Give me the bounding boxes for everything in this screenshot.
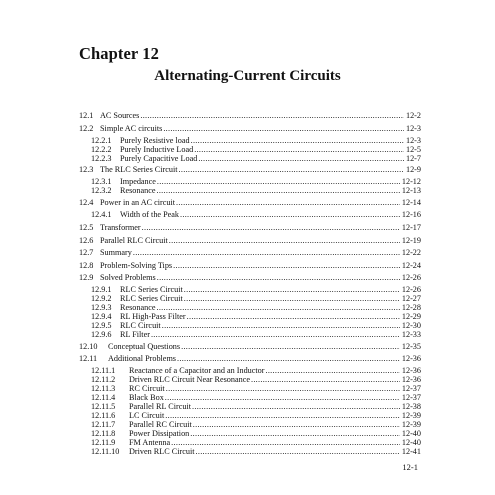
- toc-leader-dots: [193, 420, 400, 429]
- toc-entry[interactable]: [91, 186, 421, 195]
- toc-entry-label: Simple AC circuits: [100, 124, 163, 133]
- toc-entry[interactable]: [91, 303, 421, 312]
- toc-entry-label: Conceptual Questions: [108, 342, 181, 351]
- chapter-title: Alternating-Current Circuits: [154, 68, 341, 84]
- toc-entry-label: RLC Circuit: [120, 321, 161, 330]
- toc-entry-label: Resonance: [120, 186, 156, 195]
- toc-entry-number: 12.3: [79, 165, 94, 174]
- toc-entry-page: 12-5: [405, 145, 421, 154]
- toc-entry-page: 12-26: [401, 285, 421, 294]
- toc-entry-page: 12-12: [401, 177, 421, 186]
- toc-entry[interactable]: [91, 384, 421, 393]
- toc-entry-page: 12-14: [401, 198, 421, 207]
- toc-entry[interactable]: [91, 210, 421, 219]
- toc-entry-number: 12.11.7: [91, 420, 116, 429]
- toc-entry-number: 12.8: [79, 261, 94, 270]
- toc-entry-page: 12-16: [401, 210, 421, 219]
- toc-leader-dots: [180, 210, 400, 219]
- toc-entry-page: 12-40: [401, 438, 421, 447]
- toc-entry-number: 12.3.1: [91, 177, 112, 186]
- toc-leader-dots: [157, 273, 400, 282]
- toc-entry-number: 12.2.2: [91, 145, 112, 154]
- toc-entry-page: 12-3: [405, 124, 421, 133]
- toc-entry-page: 12-27: [401, 294, 421, 303]
- toc-leader-dots: [196, 447, 400, 456]
- toc-entry-page: 12-9: [405, 165, 421, 174]
- toc-entry-label: Resonance: [120, 303, 156, 312]
- toc-entry-number: 12.11.2: [91, 375, 116, 384]
- toc-entry-page: 12-36: [401, 366, 421, 375]
- toc-entry-number: 12.11.6: [91, 411, 116, 420]
- toc-entry-number: 12.6: [79, 236, 94, 245]
- toc-entry[interactable]: [79, 248, 421, 257]
- toc-entry[interactable]: [91, 136, 421, 145]
- toc-leader-dots: [251, 375, 400, 384]
- toc-entry[interactable]: [91, 438, 421, 447]
- toc-entry-number: 12.11.1: [91, 366, 116, 375]
- toc-leader-dots: [179, 165, 404, 174]
- toc-entry[interactable]: [91, 429, 421, 438]
- toc-entry-number: 12.4.1: [91, 210, 112, 219]
- toc-entry[interactable]: [79, 165, 421, 174]
- toc-leader-dots: [171, 438, 400, 447]
- toc-entry[interactable]: [79, 273, 421, 282]
- toc-entry-number: 12.11.3: [91, 384, 116, 393]
- toc-entry-number: 12.9.1: [91, 285, 112, 294]
- toc-entry[interactable]: [91, 294, 421, 303]
- toc-entry-page: 12-36: [401, 375, 421, 384]
- toc-leader-dots: [176, 198, 400, 207]
- toc-entry[interactable]: [91, 420, 421, 429]
- page-number: 12-1: [402, 462, 418, 472]
- toc-entry[interactable]: [91, 154, 421, 163]
- toc-entry-number: 12.10: [79, 342, 98, 351]
- toc-entry-label: Black Box: [129, 393, 164, 402]
- toc-entry-label: Purely Capacitive Load: [120, 154, 198, 163]
- toc-leader-dots: [190, 429, 400, 438]
- toc-entry-label: Parallel RC Circuit: [129, 420, 192, 429]
- toc-leader-dots: [181, 342, 400, 351]
- toc-leader-dots: [265, 366, 399, 375]
- toc-entry[interactable]: [91, 393, 421, 402]
- toc-leader-dots: [194, 145, 404, 154]
- toc-entry[interactable]: [79, 261, 421, 270]
- toc-entry-page: 12-19: [401, 236, 421, 245]
- toc-entry-number: 12.9: [79, 273, 94, 282]
- toc-leader-dots: [140, 111, 404, 120]
- toc-entry-label: The RLC Series Circuit: [100, 165, 178, 174]
- toc-leader-dots: [187, 312, 400, 321]
- toc-entry-label: Additional Problems: [108, 354, 176, 363]
- toc-leader-dots: [156, 186, 399, 195]
- toc-entry-page: 12-29: [401, 312, 421, 321]
- toc-entry[interactable]: [91, 321, 421, 330]
- toc-entry-number: 12.11.8: [91, 429, 116, 438]
- toc-leader-dots: [165, 411, 400, 420]
- toc-entry[interactable]: [79, 124, 421, 133]
- toc-entry-label: Impedance: [120, 177, 156, 186]
- toc-entry-label: Width of the Peak: [120, 210, 180, 219]
- toc-entry-label: RLC Series Circuit: [120, 294, 183, 303]
- toc-entry-page: 12-39: [401, 411, 421, 420]
- toc-entry-label: Purely Inductive Load: [120, 145, 194, 154]
- toc-entry-page: 12-37: [401, 393, 421, 402]
- toc-entry-page: 12-36: [401, 354, 421, 363]
- toc-entry-page: 12-2: [405, 111, 421, 120]
- toc-entry-label: Problem-Solving Tips: [100, 261, 173, 270]
- toc-entry-number: 12.9.3: [91, 303, 112, 312]
- toc-entry-number: 12.11.10: [91, 447, 120, 456]
- toc-entry-label: Power in an AC circuit: [100, 198, 176, 207]
- toc-entry-page: 12-30: [401, 321, 421, 330]
- toc-entry-label: Purely Resistive load: [120, 136, 190, 145]
- toc-entry-page: 12-26: [401, 273, 421, 282]
- toc-leader-dots: [133, 248, 400, 257]
- toc-entry-label: Parallel RLC Circuit: [100, 236, 168, 245]
- toc-entry-page: 12-13: [401, 186, 421, 195]
- toc-entry-number: 12.2.3: [91, 154, 112, 163]
- toc-entry-label: RLC Series Circuit: [120, 285, 183, 294]
- toc-entry-page: 12-37: [401, 384, 421, 393]
- toc-entry-page: 12-7: [405, 154, 421, 163]
- toc-entry-page: 12-3: [405, 136, 421, 145]
- toc-entry[interactable]: [91, 285, 421, 294]
- toc-entry-label: Driven RLC Circuit Near Resonance: [129, 375, 250, 384]
- toc-entry-number: 12.9.5: [91, 321, 112, 330]
- chapter-heading: Chapter 12: [79, 44, 159, 63]
- toc-entry-label: RL High-Pass Filter: [120, 312, 186, 321]
- toc-entry-label: Transformer: [100, 223, 141, 232]
- toc-leader-dots: [165, 393, 400, 402]
- toc-entry-number: 12.11.4: [91, 393, 116, 402]
- toc-entry[interactable]: [91, 366, 421, 375]
- toc-entry-number: 12.3.2: [91, 186, 112, 195]
- toc-entry-page: 12-17: [401, 223, 421, 232]
- toc-leader-dots: [191, 136, 404, 145]
- toc-leader-dots: [163, 124, 404, 133]
- toc-leader-dots: [156, 303, 399, 312]
- toc-leader-dots: [166, 384, 400, 393]
- toc-entry-label: Driven RLC Circuit: [129, 447, 195, 456]
- toc-entry-label: Reactance of a Capacitor and an Inductor: [129, 366, 265, 375]
- toc-leader-dots: [177, 354, 400, 363]
- toc-entry-label: RC Circuit: [129, 384, 165, 393]
- toc-entry-page: 12-33: [401, 330, 421, 339]
- toc-entry-number: 12.11.5: [91, 402, 116, 411]
- toc-entry[interactable]: [91, 330, 421, 339]
- toc-leader-dots: [151, 330, 400, 339]
- toc-entry[interactable]: [91, 411, 421, 420]
- toc-leader-dots: [173, 261, 400, 270]
- toc-entry-label: Summary: [100, 248, 132, 257]
- toc-entry[interactable]: [91, 375, 421, 384]
- toc-entry[interactable]: [79, 342, 421, 351]
- toc-entry[interactable]: [91, 447, 421, 456]
- toc-entry[interactable]: [79, 223, 421, 232]
- toc-entry[interactable]: [79, 198, 421, 207]
- toc-entry-number: 12.1: [79, 111, 94, 120]
- toc-entry-number: 12.9.6: [91, 330, 112, 339]
- toc-entry-page: 12-38: [401, 402, 421, 411]
- toc-entry-number: 12.2: [79, 124, 94, 133]
- toc-leader-dots: [162, 321, 400, 330]
- toc-entry[interactable]: [91, 402, 421, 411]
- toc-entry-number: 12.5: [79, 223, 94, 232]
- toc-leader-dots: [157, 177, 400, 186]
- toc-entry[interactable]: [79, 236, 421, 245]
- toc-entry-number: 12.9.4: [91, 312, 112, 321]
- toc-entry-number: 12.9.2: [91, 294, 112, 303]
- toc-entry-page: 12-41: [401, 447, 421, 456]
- toc-entry[interactable]: [91, 145, 421, 154]
- toc-entry-label: AC Sources: [100, 111, 140, 120]
- toc-entry-label: FM Antenna: [129, 438, 171, 447]
- toc-entry-number: 12.7: [79, 248, 94, 257]
- toc-leader-dots: [198, 154, 404, 163]
- toc-entry-page: 12-39: [401, 420, 421, 429]
- toc-entry-number: 12.11: [79, 354, 98, 363]
- toc-entry-label: RL Filter: [120, 330, 150, 339]
- toc-leader-dots: [142, 223, 400, 232]
- toc-entry-page: 12-22: [401, 248, 421, 257]
- toc-entry-page: 12-28: [401, 303, 421, 312]
- toc-leader-dots: [184, 285, 400, 294]
- toc-entry-label: LC Circuit: [129, 411, 165, 420]
- toc-leader-dots: [184, 294, 400, 303]
- toc-entry-number: 12.4: [79, 198, 94, 207]
- toc-entry-page: 12-24: [401, 261, 421, 270]
- toc-leader-dots: [169, 236, 400, 245]
- toc-entry-label: Solved Problems: [100, 273, 156, 282]
- toc-entry-number: 12.2.1: [91, 136, 112, 145]
- toc-entry-label: Power Dissipation: [129, 429, 190, 438]
- toc-entry[interactable]: [79, 111, 421, 120]
- toc-entry-page: 12-40: [401, 429, 421, 438]
- toc-entry-label: Parallel RL Circuit: [129, 402, 191, 411]
- toc-entry[interactable]: [91, 177, 421, 186]
- toc-entry-page: 12-35: [401, 342, 421, 351]
- toc-leader-dots: [192, 402, 400, 411]
- toc-entry[interactable]: [91, 312, 421, 321]
- toc-entry-number: 12.11.9: [91, 438, 116, 447]
- toc-entry[interactable]: [79, 354, 421, 363]
